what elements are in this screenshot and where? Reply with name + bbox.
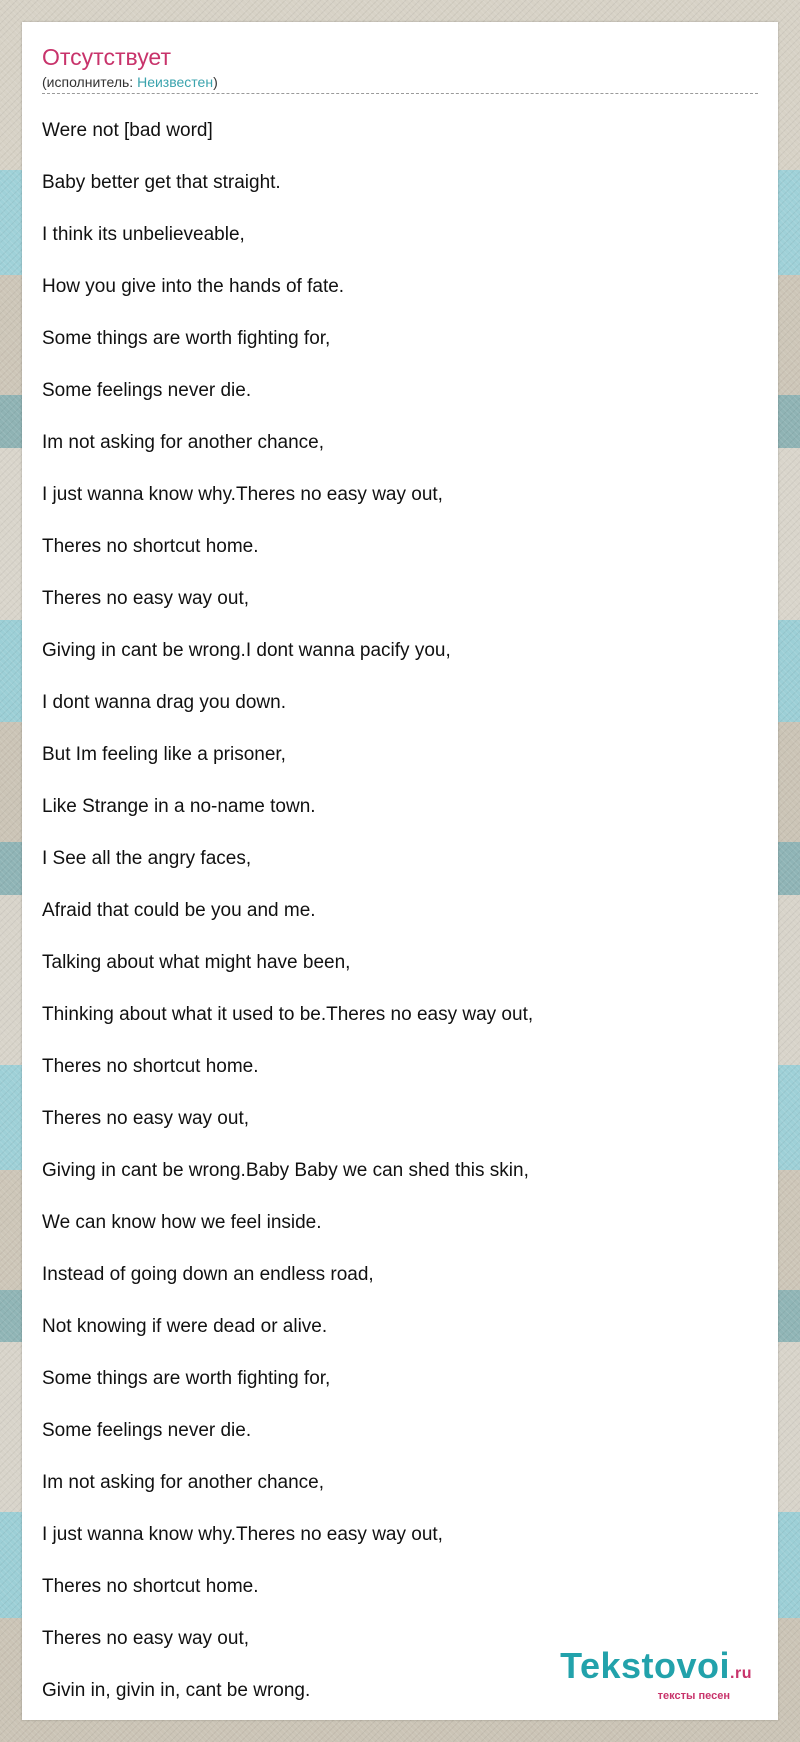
song-title: Отсутствует [42, 44, 171, 70]
lyric-line: Some things are worth fighting for, [42, 328, 331, 349]
lyric-line: Thinking about what it used to be.Theres no easy way out, [42, 1004, 534, 1025]
lyric-line: I just wanna know why.Theres no easy way out, [42, 484, 443, 505]
lyric-line: Theres no easy way out, [42, 1628, 249, 1649]
lyric-line: Theres no shortcut home. [42, 1576, 259, 1597]
lyric-line: Theres no shortcut home. [42, 536, 259, 557]
logo-tld: .ru [730, 1665, 752, 1682]
lyric-line: Im not asking for another chance, [42, 432, 324, 453]
lyric-line: I See all the angry faces, [42, 848, 252, 869]
lyric-line: Theres no easy way out, [42, 588, 249, 609]
logo-wordmark [560, 1645, 752, 1692]
lyrics-card [22, 22, 778, 1720]
lyric-line: Instead of going down an endless road, [42, 1264, 374, 1285]
lyric-line: We can know how we feel inside. [42, 1212, 322, 1233]
lyric-line: Some things are worth fighting for, [42, 1368, 331, 1389]
lyric-line: But Im feeling like a prisoner, [42, 744, 286, 765]
lyric-line: Theres no easy way out, [42, 1108, 249, 1129]
lyric-line: Theres no shortcut home. [42, 1056, 259, 1077]
logo-tagline: тексты песен [657, 1690, 730, 1702]
lyric-line: Giving in cant be wrong.I dont wanna pacify you, [42, 640, 451, 661]
artist-line [42, 73, 758, 94]
lyric-line: I think its unbelieveable, [42, 224, 245, 245]
lyric-line: Not knowing if were dead or alive. [42, 1316, 328, 1337]
artist-link[interactable]: Неизвестен [137, 74, 214, 90]
lyrics-list [42, 120, 758, 1732]
lyric-line: I dont wanna drag you down. [42, 692, 287, 713]
lyric-line: Some feelings never die. [42, 1420, 252, 1441]
lyric-line: Im not asking for another chance, [42, 1472, 324, 1493]
lyric-line: Givin in, givin in, cant be wrong. [42, 1680, 311, 1701]
lyric-line: Some feelings never die. [42, 380, 252, 401]
lyric-line: Baby better get that straight. [42, 172, 281, 193]
lyric-line: Talking about what might have been, [42, 952, 351, 973]
lyric-line: I just wanna know why.Theres no easy way out, [42, 1524, 443, 1545]
lyric-line: Like Strange in a no-name town. [42, 796, 316, 817]
logo-main-text: Tekstovoi [560, 1645, 731, 1686]
lyric-line: Were not [bad word] [42, 120, 213, 141]
lyric-line: Afraid that could be you and me. [42, 900, 316, 921]
lyric-line: Giving in cant be wrong.Baby Baby we can shed this skin, [42, 1160, 529, 1181]
site-logo[interactable] [560, 1645, 752, 1702]
lyric-line: How you give into the hands of fate. [42, 276, 345, 297]
song-header [42, 42, 758, 94]
artist-prefix: (исполнитель: [42, 74, 138, 90]
artist-suffix: ) [213, 74, 218, 90]
